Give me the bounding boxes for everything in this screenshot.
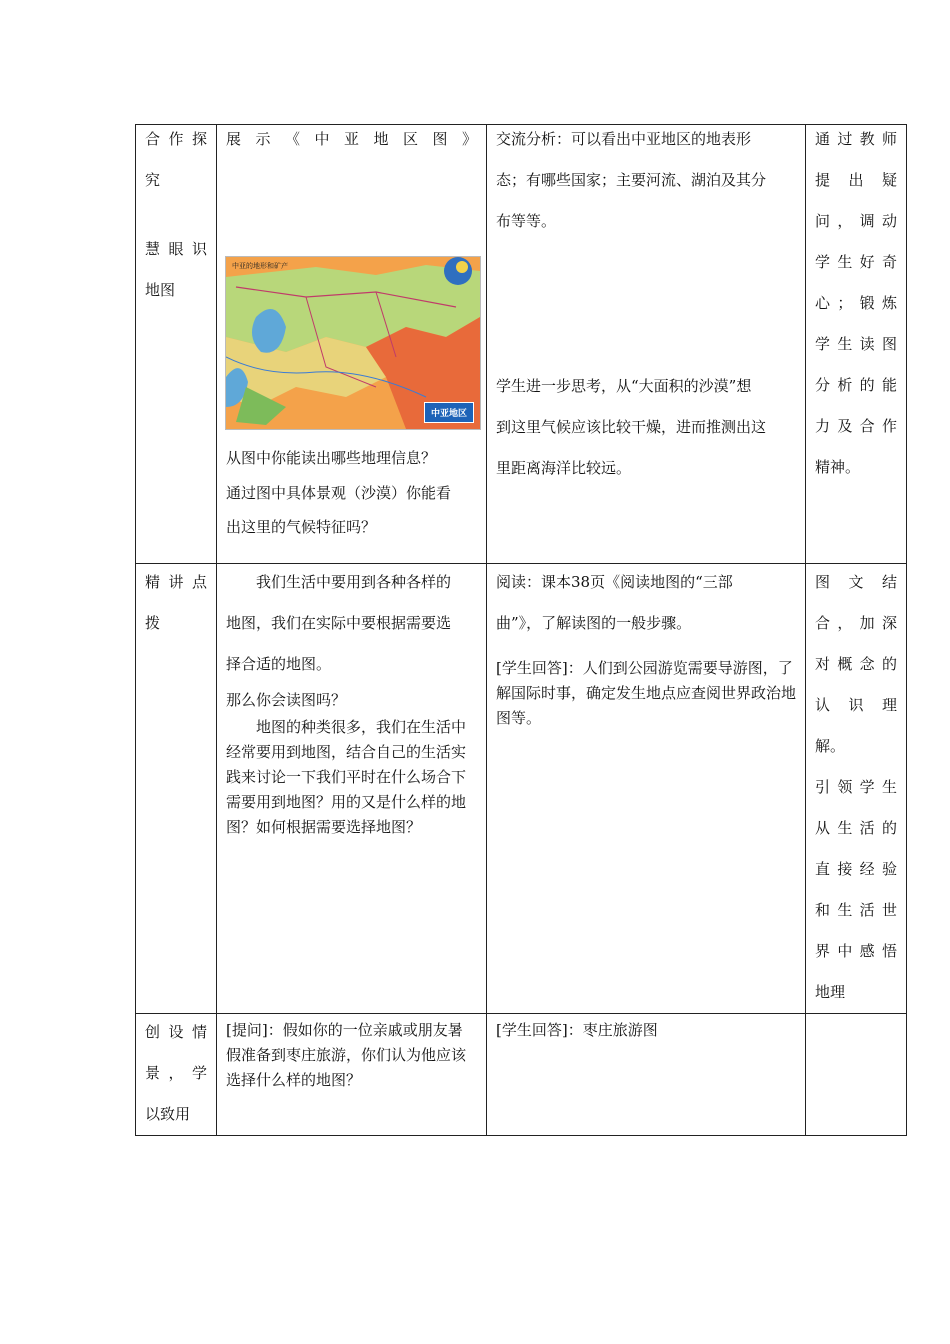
student-activity-cell	[487, 125, 806, 564]
question-text: [提问]：假如你的一位亲戚或朋友暑假准备到枣庄旅游，你们认为他应该选择什么样的地图？	[226, 1021, 467, 1089]
table-row	[136, 1014, 907, 1136]
intent-text: 学生好奇	[815, 253, 897, 271]
intent-text: 引领学生	[815, 778, 897, 796]
teacher-activity-cell	[217, 564, 487, 1014]
intent-text: 直接经验	[815, 860, 897, 878]
table-row	[136, 564, 907, 1014]
design-intent-cell	[806, 125, 907, 564]
intent-text: 问，调动	[815, 212, 897, 230]
reading-text: 阅读：课本38页《阅读地图的“三部	[496, 573, 733, 591]
intent-text: 通过教师	[815, 130, 897, 148]
show-map-text: 展示《中亚地区图》	[226, 130, 477, 148]
intent-text: 提出疑	[815, 171, 897, 189]
lecture-text: 地图的种类很多，我们在生活中经常要用到地图，结合自己的生活实践来讨论一下我们平时在什么场合下需要用到地图？用的又是什么样的地图？如何根据需要选择地图？	[226, 718, 467, 836]
intent-text: 合，加深	[815, 614, 897, 632]
student-activity-cell	[487, 564, 806, 1014]
table-row	[136, 125, 907, 564]
intent-text: 认识理	[815, 696, 897, 714]
lecture-text: 择合适的地图。	[226, 655, 332, 673]
teacher-activity-cell	[217, 1014, 487, 1136]
question-text: 通过图中具体景观（沙漠）你能看	[226, 484, 452, 502]
thinking-text: 学生进一步思考，从“大面积的沙漠”想	[496, 377, 752, 395]
stage-cell	[136, 1014, 217, 1136]
question-text: 出这里的气候特征吗？	[226, 518, 377, 536]
intent-text: 精神。	[815, 458, 861, 476]
intent-text: 力及合作	[815, 417, 897, 435]
thinking-text: 里距离海洋比较远。	[496, 459, 632, 477]
intent-text: 图文结	[815, 573, 897, 591]
intent-text: 对概念的	[815, 655, 897, 673]
lecture-text: 地图，我们在实际中要根据需要选	[226, 614, 452, 632]
lesson-plan-table	[135, 124, 907, 1136]
stage-text: 精讲点	[145, 573, 207, 591]
stage-text: 以致用	[145, 1105, 191, 1123]
analysis-text: 交流分析：可以看出中亚地区的地表形	[496, 130, 752, 148]
stage-text: 究	[145, 171, 161, 189]
intent-text: 地理	[815, 983, 846, 1001]
student-answer-text: [学生回答]：人们到公园游览需要导游图，了解国际时事，确定发生地点应查阅世界政治地图等。	[496, 659, 797, 727]
reading-text: 曲”》，了解读图的一般步骤。	[496, 614, 692, 632]
stage-text: 创设情	[145, 1023, 207, 1041]
stage-text: 景，学	[145, 1064, 207, 1082]
stage-text: 地图	[145, 281, 176, 299]
map-region-label: 中亚地区	[424, 402, 474, 423]
thinking-text: 到这里气候应该比较干燥，进而推测出这	[496, 418, 767, 436]
lecture-question: 那么你会读图吗？	[226, 691, 347, 709]
intent-text: 从生活的	[815, 819, 897, 837]
teacher-activity-cell	[217, 125, 487, 564]
design-intent-cell	[806, 1014, 907, 1136]
design-intent-cell	[806, 564, 907, 1014]
student-answer-text: [学生回答]：枣庄旅游图	[496, 1021, 658, 1039]
question-text: 从图中你能读出哪些地理信息？	[226, 449, 437, 467]
stage-text: 慧眼识	[145, 240, 207, 258]
map-title: 中亚的地形和矿产	[232, 262, 288, 270]
intent-text: 分析的能	[815, 376, 897, 394]
stage-text: 拨	[145, 614, 161, 632]
intent-text: 学生读图	[815, 335, 897, 353]
stage-cell	[136, 564, 217, 1014]
student-activity-cell	[487, 1014, 806, 1136]
intent-text: 心；锻炼	[815, 294, 897, 312]
analysis-text: 态；有哪些国家；主要河流、湖泊及其分	[496, 171, 767, 189]
stage-cell	[136, 125, 217, 564]
analysis-text: 布等等。	[496, 212, 557, 230]
stage-text: 合作探	[145, 130, 207, 148]
intent-text: 界中感悟	[815, 942, 897, 960]
intent-text: 解。	[815, 737, 846, 755]
intent-text: 和生活世	[815, 901, 897, 919]
central-asia-map	[225, 256, 481, 430]
lecture-text: 我们生活中要用到各种各样的	[256, 573, 452, 591]
